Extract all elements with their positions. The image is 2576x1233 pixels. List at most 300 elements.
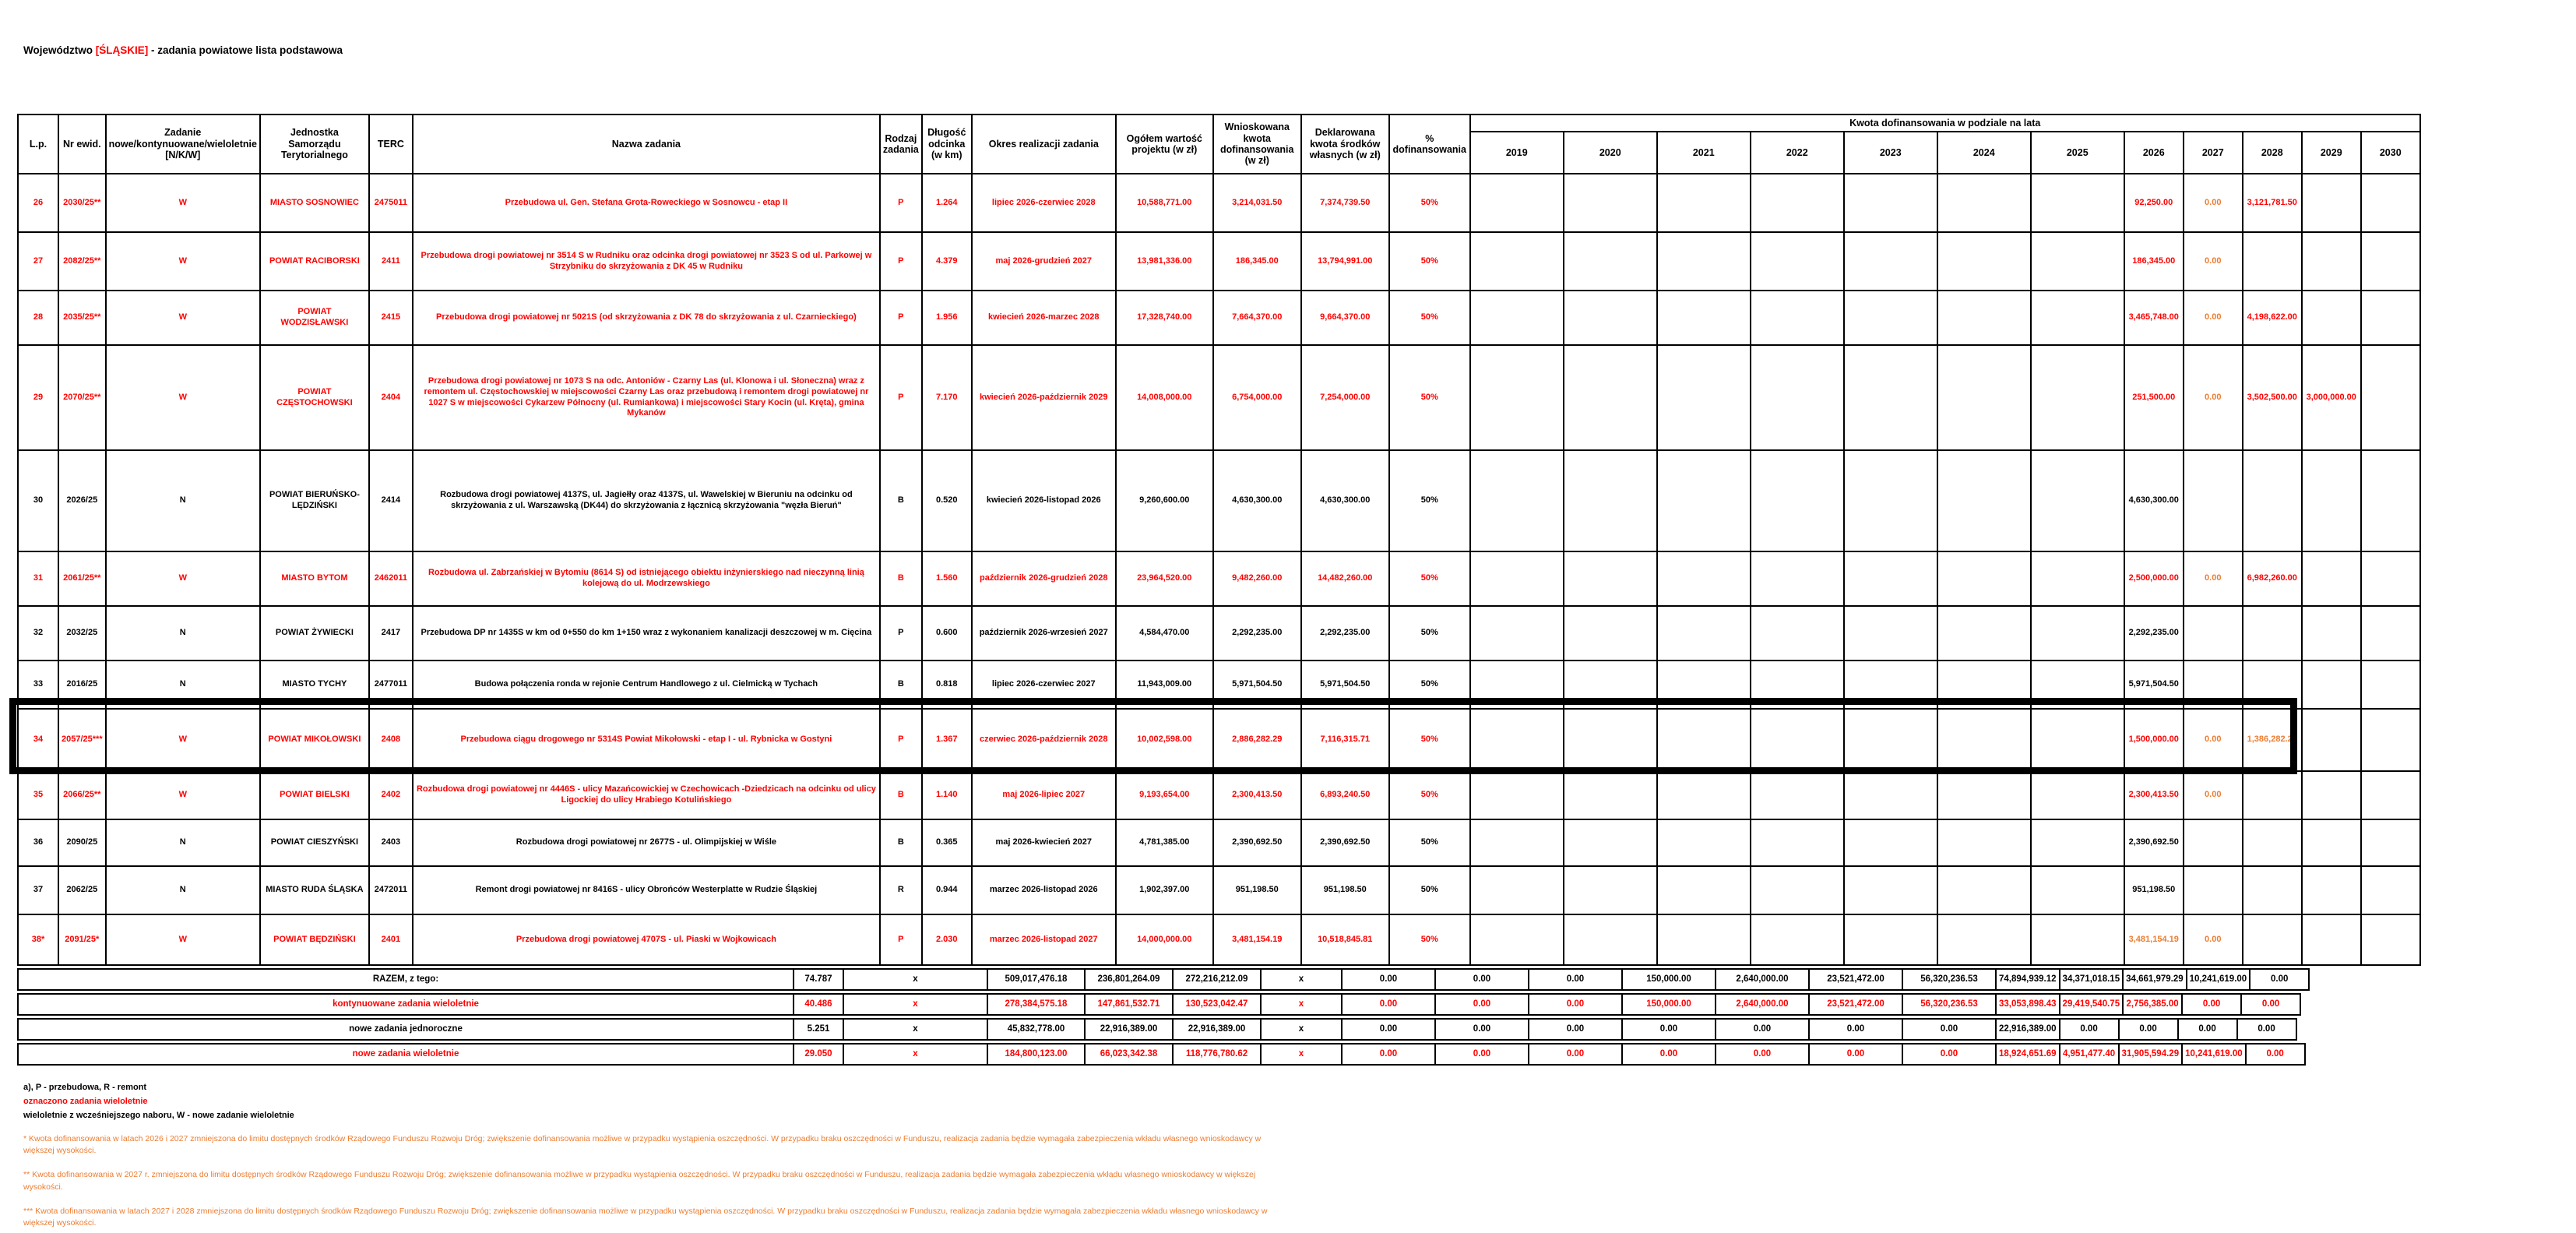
cell-year-2021: [1657, 914, 1751, 965]
summary-proc-x: x: [1261, 1044, 1342, 1065]
summary-row-jednoroczne: [17, 1018, 2297, 1041]
cell-year-2030: [2361, 819, 2420, 866]
cell-year-2023: [1844, 819, 1937, 866]
cell-year-2029: [2302, 709, 2361, 771]
cell-nazwa: Rozbudowa drogi powiatowej nr 2677S - ul. Olimpijskiej w Wiśle: [413, 819, 880, 866]
cell-year-2020: [1564, 914, 1657, 965]
legend-line-2: oznaczono zadania wieloletnie: [23, 1097, 148, 1107]
cell-okres: maj 2026-grudzień 2027: [972, 232, 1116, 291]
cell-nr: 2070/25**: [58, 345, 106, 450]
cell-deklarowana: 10,518,845.81: [1301, 914, 1389, 965]
col-header-10: Wnioskowana kwota dofinansowania (w zł): [1213, 114, 1301, 174]
summary-deklarowana: 272,216,212.09: [1173, 969, 1261, 990]
col-header-7: Długość odcinka (w km): [922, 114, 972, 174]
cell-terc: 2408: [369, 709, 413, 771]
cell-year-2027: 0.00: [2184, 709, 2243, 771]
summary-year-2022: 0.00: [1622, 1019, 1716, 1040]
cell-rodzaj: P: [880, 914, 922, 965]
summary-year-2021: 0.00: [1529, 1044, 1622, 1065]
cell-year-2028: [2243, 232, 2302, 291]
summary-year-2019: 0.00: [1342, 1044, 1435, 1065]
cell-okres: lipiec 2026-czerwiec 2028: [972, 174, 1116, 232]
task-row-27: [18, 232, 2420, 291]
summary-year-2023: 2,640,000.00: [1716, 969, 1809, 990]
cell-procent: 50%: [1389, 709, 1470, 771]
cell-procent: 50%: [1389, 345, 1470, 450]
cell-procent: 50%: [1389, 450, 1470, 551]
cell-year-2021: [1657, 866, 1751, 914]
cell-nazwa: Remont drogi powiatowej nr 8416S - ulicy Obrońców Westerplatte w Rudzie Śląskiej: [413, 866, 880, 914]
cell-lp: 37: [18, 866, 58, 914]
cell-rodzaj: P: [880, 709, 922, 771]
cell-wnioskowana: 7,664,370.00: [1213, 291, 1301, 345]
cell-year-2028: [2243, 914, 2302, 965]
cell-nr: 2026/25: [58, 450, 106, 551]
page-title: [23, 44, 343, 56]
cell-year-2021: [1657, 606, 1751, 661]
cell-dlugosc: 7.170: [922, 345, 972, 450]
cell-year-2026: 2,500,000.00: [2124, 551, 2184, 606]
cell-ogolem: 9,260,600.00: [1116, 450, 1213, 551]
cell-jst: POWIAT BĘDZIŃSKI: [260, 914, 369, 965]
cell-ogolem: 14,000,000.00: [1116, 914, 1213, 965]
cell-year-2020: [1564, 771, 1657, 819]
cell-year-2025: [2031, 709, 2124, 771]
cell-year-2028: [2243, 866, 2302, 914]
cell-nazwa: Przebudowa ul. Gen. Stefana Grota-Roweckiego w Sosnowcu - etap II: [413, 174, 880, 232]
summary-year-2020: 0.00: [1435, 994, 1529, 1015]
cell-deklarowana: 6,893,240.50: [1301, 771, 1389, 819]
cell-wnioskowana: 2,300,413.50: [1213, 771, 1301, 819]
cell-year-2019: [1470, 450, 1564, 551]
cell-year-2030: [2361, 709, 2420, 771]
cell-year-2024: [1937, 819, 2031, 866]
cell-year-2028: 3,502,500.00: [2243, 345, 2302, 450]
cell-year-2025: [2031, 345, 2124, 450]
cell-nazwa: Budowa połączenia ronda w rejonie Centrum Handlowego z ul. Cielmicką w Tychach: [413, 661, 880, 709]
summary-deklarowana: 118,776,780.62: [1173, 1044, 1261, 1065]
cell-jst: POWIAT ŻYWIECKI: [260, 606, 369, 661]
cell-year-2026: 2,292,235.00: [2124, 606, 2184, 661]
cell-year-2030: [2361, 450, 2420, 551]
cell-year-2024: [1937, 551, 2031, 606]
projects-table-area: [17, 114, 2421, 1066]
summary-year-2030: 0.00: [2246, 1044, 2305, 1065]
cell-year-2020: [1564, 551, 1657, 606]
summary-year-2026: 74,894,939.12: [1996, 969, 2060, 990]
cell-year-2026: 951,198.50: [2124, 866, 2184, 914]
cell-nr: 2030/25**: [58, 174, 106, 232]
cell-lp: 27: [18, 232, 58, 291]
cell-dlugosc: 0.818: [922, 661, 972, 709]
cell-year-2021: [1657, 771, 1751, 819]
cell-year-2026: 5,971,504.50: [2124, 661, 2184, 709]
cell-year-2020: [1564, 709, 1657, 771]
cell-year-2026: 3,465,748.00: [2124, 291, 2184, 345]
cell-nr: 2091/25*: [58, 914, 106, 965]
cell-dlugosc: 0.600: [922, 606, 972, 661]
cell-year-2030: [2361, 661, 2420, 709]
cell-year-2023: [1844, 606, 1937, 661]
cell-year-2026: 1,500,000.00: [2124, 709, 2184, 771]
cell-year-2021: [1657, 551, 1751, 606]
cell-ogolem: 1,902,397.00: [1116, 866, 1213, 914]
summary-dlugosc: 29.050: [794, 1044, 843, 1065]
cell-year-2020: [1564, 174, 1657, 232]
cell-rodzaj: B: [880, 771, 922, 819]
title-voivodeship: [ŚLĄSKIE]: [95, 44, 149, 56]
cell-year-2029: [2302, 232, 2361, 291]
cell-dlugosc: 1.956: [922, 291, 972, 345]
cell-year-2026: 4,630,300.00: [2124, 450, 2184, 551]
cell-procent: 50%: [1389, 551, 1470, 606]
cell-year-2022: [1751, 661, 1844, 709]
task-row-30: [18, 450, 2420, 551]
cell-okres: marzec 2026-listopad 2027: [972, 914, 1116, 965]
cell-year-2030: [2361, 232, 2420, 291]
summary-deklarowana: 130,523,042.47: [1173, 994, 1261, 1015]
summary-year-2028: 0.00: [2119, 1019, 2178, 1040]
year-header-2027: 2027: [2184, 132, 2243, 174]
task-row-26: [18, 174, 2420, 232]
cell-lp: 38*: [18, 914, 58, 965]
cell-deklarowana: 951,198.50: [1301, 866, 1389, 914]
summary-wnioskowana: 22,916,389.00: [1085, 1019, 1173, 1040]
summary-year-2023: 0.00: [1716, 1044, 1809, 1065]
cell-okres: maj 2026-kwiecień 2027: [972, 819, 1116, 866]
summary-year-2028: 31,905,594.29: [2119, 1044, 2183, 1065]
col-header-8: Okres realizacji zadania: [972, 114, 1116, 174]
cell-year-2020: [1564, 345, 1657, 450]
summary-proc-x: x: [1261, 994, 1342, 1015]
col-header-years-band: Kwota dofinansowania w podziale na lata: [1470, 114, 2420, 132]
cell-dlugosc: 1.140: [922, 771, 972, 819]
cell-year-2025: [2031, 232, 2124, 291]
cell-year-2019: [1470, 606, 1564, 661]
cell-okres: marzec 2026-listopad 2026: [972, 866, 1116, 914]
task-row-34: [18, 709, 2420, 771]
cell-wnioskowana: 3,481,154.19: [1213, 914, 1301, 965]
cell-terc: 2414: [369, 450, 413, 551]
cell-okres: kwiecień 2026-październik 2029: [972, 345, 1116, 450]
cell-dlugosc: 0.944: [922, 866, 972, 914]
summary-label: RAZEM, z tego:: [18, 969, 794, 990]
cell-ogolem: 23,964,520.00: [1116, 551, 1213, 606]
cell-ogolem: 14,008,000.00: [1116, 345, 1213, 450]
cell-nr: 2032/25: [58, 606, 106, 661]
task-row-29: [18, 345, 2420, 450]
cell-year-2030: [2361, 551, 2420, 606]
cell-nkw: N: [106, 450, 260, 551]
cell-year-2028: 6,982,260.00: [2243, 551, 2302, 606]
summary-ogolem: 278,384,575.18: [987, 994, 1085, 1015]
cell-lp: 29: [18, 345, 58, 450]
cell-nr: 2066/25**: [58, 771, 106, 819]
col-header-1: Nr ewid.: [58, 114, 106, 174]
cell-ogolem: 9,193,654.00: [1116, 771, 1213, 819]
cell-year-2021: [1657, 345, 1751, 450]
cell-year-2028: 1,386,282.29: [2243, 709, 2302, 771]
summary-year-2028: 34,661,979.29: [2123, 969, 2187, 990]
cell-deklarowana: 14,482,260.00: [1301, 551, 1389, 606]
cell-rodzaj: B: [880, 661, 922, 709]
cell-year-2021: [1657, 450, 1751, 551]
cell-year-2029: [2302, 819, 2361, 866]
cell-jst: POWIAT CIESZYŃSKI: [260, 819, 369, 866]
cell-year-2027: [2184, 450, 2243, 551]
cell-year-2029: [2302, 771, 2361, 819]
cell-deklarowana: 2,292,235.00: [1301, 606, 1389, 661]
cell-rodzaj: B: [880, 551, 922, 606]
cell-year-2029: [2302, 606, 2361, 661]
summary-ogolem: 184,800,123.00: [987, 1044, 1085, 1065]
summary-year-2023: 2,640,000.00: [1716, 994, 1809, 1015]
cell-year-2030: [2361, 866, 2420, 914]
cell-dlugosc: 2.030: [922, 914, 972, 965]
task-row-37: [18, 866, 2420, 914]
cell-year-2022: [1751, 345, 1844, 450]
cell-terc: 2401: [369, 914, 413, 965]
cell-year-2019: [1470, 174, 1564, 232]
summary-wnioskowana: 236,801,264.09: [1085, 969, 1173, 990]
summary-year-2029: 0.00: [2178, 1019, 2237, 1040]
cell-year-2020: [1564, 661, 1657, 709]
cell-year-2029: [2302, 174, 2361, 232]
cell-year-2019: [1470, 661, 1564, 709]
cell-nkw: N: [106, 866, 260, 914]
summary-row-kontynuowane: [17, 993, 2301, 1016]
cell-procent: 50%: [1389, 866, 1470, 914]
summary-proc-x: x: [1261, 969, 1342, 990]
cell-year-2024: [1937, 450, 2031, 551]
cell-year-2022: [1751, 291, 1844, 345]
summary-year-2019: 0.00: [1342, 969, 1435, 990]
cell-wnioskowana: 2,886,282.29: [1213, 709, 1301, 771]
cell-deklarowana: 7,254,000.00: [1301, 345, 1389, 450]
summary-okres-x: x: [843, 994, 987, 1015]
cell-jst: MIASTO TYCHY: [260, 661, 369, 709]
cell-rodzaj: P: [880, 345, 922, 450]
cell-year-2027: [2184, 819, 2243, 866]
summary-year-2029: 10,241,619.00: [2187, 969, 2250, 990]
cell-jst: POWIAT BIELSKI: [260, 771, 369, 819]
cell-year-2020: [1564, 291, 1657, 345]
summary-year-2025: 56,320,236.53: [1902, 994, 1996, 1015]
cell-terc: 2475011: [369, 174, 413, 232]
cell-year-2030: [2361, 771, 2420, 819]
cell-wnioskowana: 5,971,504.50: [1213, 661, 1301, 709]
title-suffix: - zadania powiatowe lista podstawowa: [148, 44, 343, 56]
cell-year-2019: [1470, 551, 1564, 606]
cell-nkw: W: [106, 174, 260, 232]
col-header-3: Jednostka Samorządu Terytorialnego: [260, 114, 369, 174]
cell-wnioskowana: 951,198.50: [1213, 866, 1301, 914]
cell-dlugosc: 4.379: [922, 232, 972, 291]
cell-year-2021: [1657, 819, 1751, 866]
cell-dlugosc: 0.365: [922, 819, 972, 866]
year-header-2024: 2024: [1937, 132, 2031, 174]
cell-year-2024: [1937, 866, 2031, 914]
cell-year-2019: [1470, 345, 1564, 450]
cell-year-2019: [1470, 866, 1564, 914]
task-row-32: [18, 606, 2420, 661]
summary-year-2027: 34,371,018.15: [2060, 969, 2124, 990]
cell-rodzaj: P: [880, 232, 922, 291]
cell-year-2019: [1470, 291, 1564, 345]
summary-year-2030: 0.00: [2250, 969, 2309, 990]
col-header-2: Zadanie nowe/kontynuowane/wieloletnie [N/K/W]: [106, 114, 260, 174]
cell-year-2022: [1751, 819, 1844, 866]
cell-deklarowana: 5,971,504.50: [1301, 661, 1389, 709]
cell-year-2025: [2031, 661, 2124, 709]
cell-terc: 2417: [369, 606, 413, 661]
cell-ogolem: 4,781,385.00: [1116, 819, 1213, 866]
cell-nr: 2082/25**: [58, 232, 106, 291]
summary-year-2028: 2,756,385.00: [2123, 994, 2182, 1015]
summary-year-2019: 0.00: [1342, 1019, 1435, 1040]
summary-dlugosc: 5.251: [794, 1019, 843, 1040]
cell-jst: POWIAT MIKOŁOWSKI: [260, 709, 369, 771]
cell-procent: 50%: [1389, 661, 1470, 709]
footnote-one-star: * Kwota dofinansowania w latach 2026 i 2027 zmniejszona do limitu dostępnych środków Rządowego Funduszu Rozwoju Dróg; zwiększenie dofinansowania możliwe w przypadku wystąpienia oszczędności. W przypadku braku oszczędności w Funduszu, realizacja zadania będzie wymagała zabezpieczenia wkładu własnego wnioskodawcy w większej wysokości.: [23, 1133, 1262, 1156]
cell-deklarowana: 9,664,370.00: [1301, 291, 1389, 345]
summary-year-2024: 23,521,472.00: [1809, 994, 1902, 1015]
summary-year-2021: 0.00: [1529, 1019, 1622, 1040]
summary-year-2029: 0.00: [2182, 994, 2241, 1015]
cell-year-2026: 3,481,154.19: [2124, 914, 2184, 965]
cell-year-2025: [2031, 551, 2124, 606]
cell-deklarowana: 4,630,300.00: [1301, 450, 1389, 551]
year-header-2021: 2021: [1657, 132, 1751, 174]
cell-deklarowana: 13,794,991.00: [1301, 232, 1389, 291]
cell-terc: 2402: [369, 771, 413, 819]
cell-year-2029: [2302, 450, 2361, 551]
col-header-6: Rodzaj zadania: [880, 114, 922, 174]
summary-year-2024: 0.00: [1809, 1044, 1902, 1065]
cell-year-2020: [1564, 819, 1657, 866]
cell-year-2022: [1751, 232, 1844, 291]
cell-nkw: N: [106, 819, 260, 866]
cell-lp: 26: [18, 174, 58, 232]
cell-dlugosc: 1.560: [922, 551, 972, 606]
cell-nazwa: Rozbudowa ul. Zabrzańskiej w Bytomiu (8614 S) od istniejącego obiektu inżynierskiego nad nieczynną linią kolejową do ul. Modrzewskiego: [413, 551, 880, 606]
cell-year-2029: [2302, 866, 2361, 914]
cell-year-2029: [2302, 291, 2361, 345]
cell-ogolem: 10,002,598.00: [1116, 709, 1213, 771]
cell-year-2023: [1844, 914, 1937, 965]
task-row-38: [18, 914, 2420, 965]
cell-nazwa: Przebudowa drogi powiatowej nr 5021S (od skrzyżowania z DK 78 do skrzyżowania z ul. Czarnieckiego): [413, 291, 880, 345]
summary-okres-x: x: [843, 1044, 987, 1065]
col-header-11: Deklarowana kwota środków własnych (w zł): [1301, 114, 1389, 174]
footnote-three-stars: *** Kwota dofinansowania w latach 2027 i 2028 zmniejszona do limitu dostępnych środków Rządowego Funduszu Rozwoju Dróg; zwiększenie dofinansowania możliwe w przypadku wystąpienia oszczędności. W przypadku braku oszczędności w Funduszu, realizacja zadania będzie wymagała zabezpieczenia wkładu własnego wnioskodawcy w większej wysokości.: [23, 1206, 1268, 1228]
cell-year-2024: [1937, 661, 2031, 709]
cell-year-2024: [1937, 606, 2031, 661]
summary-year-2025: 56,320,236.53: [1902, 969, 1996, 990]
cell-year-2022: [1751, 771, 1844, 819]
cell-year-2028: [2243, 450, 2302, 551]
year-header-2023: 2023: [1844, 132, 1937, 174]
cell-year-2024: [1937, 232, 2031, 291]
cell-year-2024: [1937, 914, 2031, 965]
cell-year-2023: [1844, 174, 1937, 232]
task-row-36: [18, 819, 2420, 866]
cell-nkw: W: [106, 771, 260, 819]
cell-year-2025: [2031, 450, 2124, 551]
cell-year-2021: [1657, 291, 1751, 345]
cell-wnioskowana: 9,482,260.00: [1213, 551, 1301, 606]
summary-year-2022: 150,000.00: [1622, 969, 1716, 990]
summary-year-2020: 0.00: [1435, 969, 1529, 990]
cell-year-2026: 251,500.00: [2124, 345, 2184, 450]
cell-rodzaj: B: [880, 450, 922, 551]
year-header-2028: 2028: [2243, 132, 2302, 174]
cell-year-2030: [2361, 914, 2420, 965]
cell-year-2021: [1657, 661, 1751, 709]
cell-terc: 2403: [369, 819, 413, 866]
summary-year-2025: 0.00: [1902, 1019, 1996, 1040]
cell-procent: 50%: [1389, 232, 1470, 291]
cell-dlugosc: 0.520: [922, 450, 972, 551]
cell-year-2027: 0.00: [2184, 345, 2243, 450]
col-header-12: % dofinansowania: [1389, 114, 1470, 174]
year-header-2026: 2026: [2124, 132, 2184, 174]
task-row-33: [18, 661, 2420, 709]
summary-ogolem: 509,017,476.18: [987, 969, 1085, 990]
cell-year-2023: [1844, 345, 1937, 450]
cell-year-2023: [1844, 232, 1937, 291]
cell-year-2019: [1470, 709, 1564, 771]
cell-year-2024: [1937, 771, 2031, 819]
cell-nr: 2062/25: [58, 866, 106, 914]
cell-procent: 50%: [1389, 291, 1470, 345]
cell-okres: maj 2026-lipiec 2027: [972, 771, 1116, 819]
summary-year-2022: 150,000.00: [1622, 994, 1716, 1015]
col-header-5: Nazwa zadania: [413, 114, 880, 174]
cell-year-2025: [2031, 914, 2124, 965]
summary-year-2029: 10,241,619.00: [2182, 1044, 2246, 1065]
cell-year-2022: [1751, 866, 1844, 914]
cell-lp: 34: [18, 709, 58, 771]
cell-year-2020: [1564, 606, 1657, 661]
cell-wnioskowana: 2,390,692.50: [1213, 819, 1301, 866]
cell-deklarowana: 7,374,739.50: [1301, 174, 1389, 232]
cell-terc: 2462011: [369, 551, 413, 606]
task-row-31: [18, 551, 2420, 606]
cell-wnioskowana: 6,754,000.00: [1213, 345, 1301, 450]
cell-year-2019: [1470, 771, 1564, 819]
cell-year-2027: 0.00: [2184, 232, 2243, 291]
summary-year-2021: 0.00: [1529, 994, 1622, 1015]
cell-year-2030: [2361, 291, 2420, 345]
cell-year-2030: [2361, 606, 2420, 661]
cell-year-2023: [1844, 709, 1937, 771]
cell-jst: POWIAT RACIBORSKI: [260, 232, 369, 291]
projects-table: [17, 114, 2421, 966]
cell-rodzaj: P: [880, 606, 922, 661]
cell-terc: 2415: [369, 291, 413, 345]
cell-year-2023: [1844, 450, 1937, 551]
summary-year-2020: 0.00: [1435, 1019, 1529, 1040]
cell-year-2023: [1844, 291, 1937, 345]
cell-nazwa: Przebudowa drogi powiatowej 4707S - ul. Piaski w Wojkowicach: [413, 914, 880, 965]
cell-year-2021: [1657, 232, 1751, 291]
cell-year-2027: 0.00: [2184, 291, 2243, 345]
summary-wnioskowana: 66,023,342.38: [1085, 1044, 1173, 1065]
cell-okres: kwiecień 2026-marzec 2028: [972, 291, 1116, 345]
cell-lp: 36: [18, 819, 58, 866]
cell-year-2027: 0.00: [2184, 174, 2243, 232]
